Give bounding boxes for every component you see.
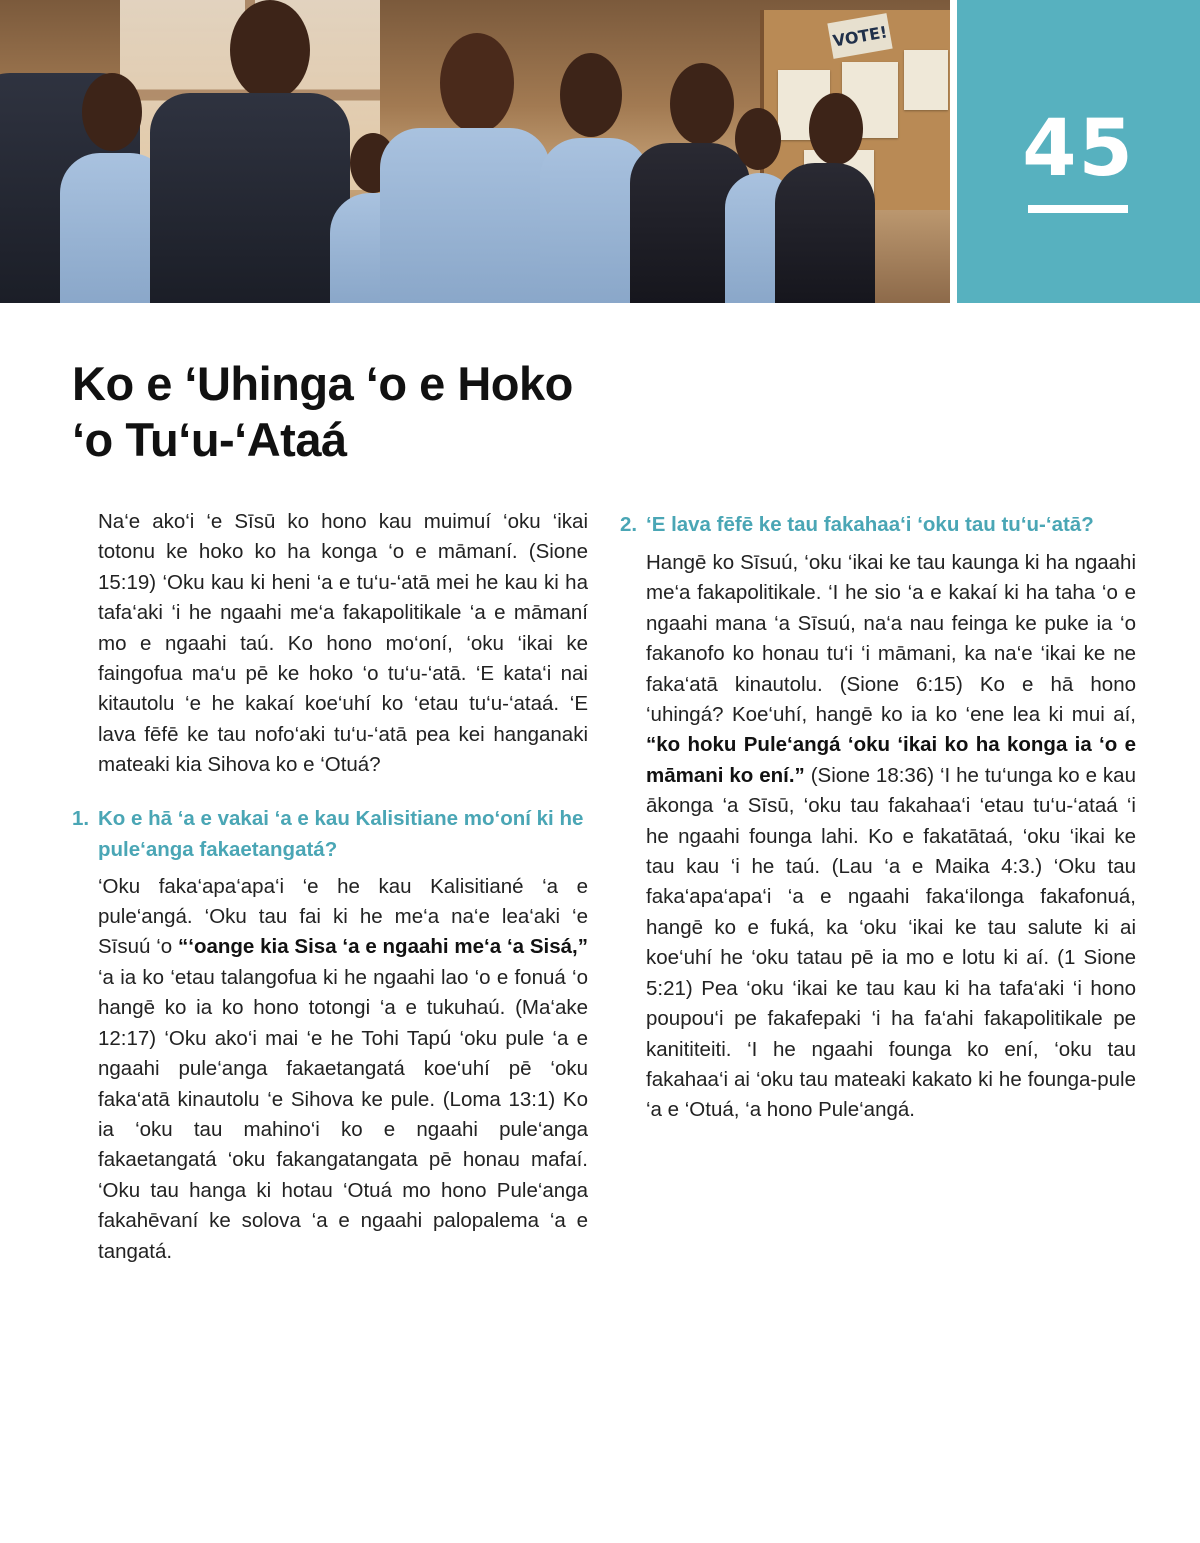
question-1-text: Ko e hā ‘a e vakai ‘a e kau Kalisitiane mo‘oní ki he pule‘anga fakaetangatá? <box>98 806 584 861</box>
question-2 <box>620 509 1136 540</box>
answer-1-text-b: ‘a ia ko ‘etau talangofua ki he ngaahi lao ‘o e fonuá ‘o hangē ko ia ko hono totongi ‘a e tukuhaú. (Ma‘ake 12:17) ‘Oku ako‘i mai ‘e he Tohi Tapú ‘oku pule ‘a e ngaahi pule‘anga fakaetangatá koe‘uhí pē ‘oku faka‘atā kinautolu ‘e Sihova ke pule. (Loma 13:1) Ko ia ‘oku tau mahino‘i ko e ngaahi pule‘anga fakaetangatá ‘oku fakangatangata pē honau mafaí. ‘Oku tau hanga ki hotau ‘Otuá mo hono Pule‘anga fakahēvaní ke solova ‘a e ngaahi palopalema ‘a e tangatá. <box>98 965 588 1263</box>
question-1-number: 1. <box>72 806 90 830</box>
left-column <box>72 507 588 1267</box>
question-2-number: 2. <box>620 513 638 536</box>
title-line-1: Ko e ‘Uhinga ‘o e Hoko <box>72 357 573 410</box>
lesson-number: 45 <box>1022 104 1135 194</box>
title-line-2: ‘o Tu‘u-‘Ataá <box>72 413 347 466</box>
vote-sign: VOTE! <box>827 13 892 59</box>
answer-2-paragraph <box>646 548 1136 1126</box>
lesson-number-box <box>957 0 1200 303</box>
question-1 <box>72 803 588 865</box>
person-figure <box>150 0 350 303</box>
person-figure <box>380 33 550 303</box>
page-title <box>72 356 692 468</box>
answer-2-text-a: Hangē ko Sīsuú, ‘oku ‘ikai ke tau kaunga ki ha ngaahi me‘a fakapolitikale. ‘I he sio ‘a e kakaí ki ha taha ‘o e ngaahi mana ‘a Sīsuú, na‘a nau feinga ke puke ia ‘o fakanofo ko honau tu‘i ‘i māmani, ka na‘e ‘ikai ke ne faka‘atā kinautolu. (Sione 6:15) Ko e hā hono ‘uhingá? Koe‘uhí, hangē ko ia ko ‘ene lea ki mui aí, <box>646 551 1136 727</box>
answer-2-text-b: (Sione 18:36) ‘I he tu‘unga ko e kau ākonga ‘a Sīsū, ‘oku tau fakahaa‘i ‘etau tu‘u-‘ataá ‘i he ngaahi founga lahi. Ko e fakatātaá, ‘oku ‘ikai ke tau kau ‘i he taú. (Lau ‘a e Maika 4:3.) ‘Oku tau faka‘apa‘apa‘i ‘a e ngaahi faka‘ilonga fakafonuá, hangē ko e fuká, ka ‘oku ‘ikai ke tau salute ki ai koe‘uhí he ‘oku tatau pē ia mo e lotu ki aí. (1 Sione 5:21) Pea ‘oku ‘ikai ke tau kau ki ha tafa‘aki ‘i hono poupou‘i pe fakafepaki ‘i ha fa‘ahi fakapolitikale pe kanititeiti. ‘I he ngaahi founga ko ení, ‘oku tau fakahaa‘i ai ‘oku tau mateaki kakato ki he founga-pule ‘a e ‘Otuá, ‘a hono Pule‘angá. <box>646 763 1136 1122</box>
answer-1-text-a: ‘Oku faka‘apa‘apa‘i ‘e he kau Kalisitiané ‘a e pule‘angá. ‘Oku tau fai ki he me‘a na‘e lea‘aki ‘e Sīsuú ‘o <box>98 874 588 959</box>
answer-1-paragraph <box>98 872 588 1267</box>
intro-paragraph: Na‘e ako‘i ‘e Sīsū ko hono kau muimuí ‘oku ‘ikai totonu ke hoko ko ha konga ‘o e māmaní. (Sione 15:19) ‘Oku kau ki heni ‘a e tu‘u-‘atā mei he kau ki ha tafa‘aki ‘i he ngaahi me‘a fakapolitikale ‘a e māmaní mo e ngaahi taú. Ko hono mo‘oní, ‘oku ‘ikai ke faingofua ma‘u pē ke hoko ‘o tu‘u-‘atā. ‘E kata‘i nai kitautolu ‘e he kakaí koe‘uhí ko ‘etau tu‘u-‘ataá. ‘E lava fēfē ke tau nofo‘aki tu‘u-‘atā pea kei hanganaki mateaki kia Sihova ko e ‘Otuá? <box>98 510 588 777</box>
question-2-text: ‘E lava fēfē ke tau fakahaa‘i ‘oku tau tu‘u-‘atā? <box>646 513 1094 536</box>
person-figure <box>775 93 875 303</box>
right-column <box>620 509 1136 1126</box>
answer-2-quote: “ko hoku Pule‘angá ‘oku ‘ikai ko ha konga ia ‘o e māmani ko ení.” <box>646 733 1136 787</box>
answer-1-quote: “‘oange kia Sisa ‘a e ngaahi me‘a ‘a Sisá,” <box>178 935 588 959</box>
header-photo <box>0 0 950 303</box>
lesson-number-underline <box>1028 205 1128 213</box>
